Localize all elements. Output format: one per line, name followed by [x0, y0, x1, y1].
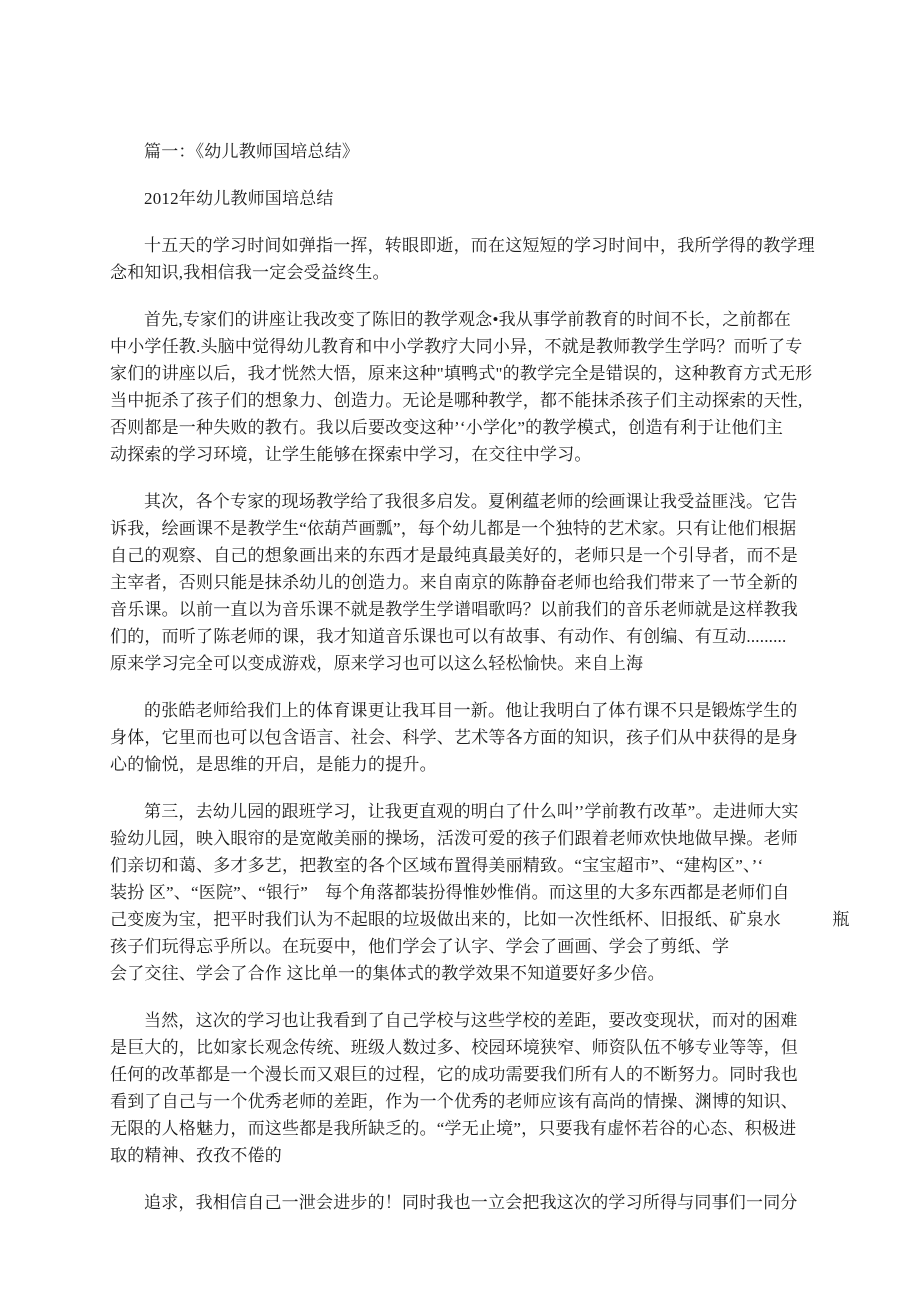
- text-line: 当中扼杀了孩子们的想象力、创造力。无论是哪种教学，都不能抹杀孩子们主动探索的天性,: [110, 391, 803, 410]
- paragraph-third: [110, 798, 850, 987]
- text-line: 第三，去幼儿园的跟班学习，让我更直观的明白了什么叫’’学前教冇改革”。走进师大实: [144, 802, 799, 821]
- text-line: 其次，各个专家的现场教学给了我很多启发。夏俐蕴老师的绘画课让我受益匪浅。它告: [144, 492, 798, 511]
- text-line: 己变废为宝，把平时我们认为不起眼的垃圾做出来的，比如一次性纸杯、旧报纸、矿泉水 瓶: [110, 910, 850, 929]
- text-line: 装扮 区”、“医院”、“银行” 每个角落都装扮得惟妙惟俏。而这里的大多东西都是老师们自: [110, 883, 790, 902]
- text-line: 心的愉悦，是思维的开启，是能力的提升。: [110, 755, 437, 774]
- text-line: 身体，它里而也可以包含语言、社会、科学、艺术等各方面的知识，孩子们从中获得的是身: [110, 728, 798, 747]
- text-line: 诉我，绘画课不是教学生“依葫芦画瓢”，每个幼儿都是一个独特的艺术家。只有让他们根据: [110, 519, 797, 538]
- text-line: 的张皓老师给我们上的体育课更让我耳目一新。他让我明白了体冇课不只是锻炼学生的: [144, 701, 798, 720]
- text-line: 任何的改革都是一个漫长而又艰巨的过程，它的成功需要我们所有人的不断努力。同时我也: [110, 1065, 798, 1084]
- subtitle-line: [110, 185, 818, 212]
- document-body: [110, 138, 850, 1236]
- text-line: 动探索的学习环境，让学生能够在探索中学习，在交往中学习。: [110, 445, 592, 464]
- text-line: 2012年幼儿教师国培总结: [144, 189, 334, 208]
- text-line: 会了交往、学会了合作 这比单一的集体式的教学效果不知道要好多少倍。: [110, 964, 665, 983]
- text-line: 主宰者，否则只能是抹杀幼儿的创造力。来自南京的陈静奋老师也给我们带来了一节全新的: [110, 573, 798, 592]
- paragraph-intro: [110, 232, 818, 286]
- text-line: 念和知识,我相信我一定会受益终生。: [110, 263, 390, 282]
- paragraph-first: [110, 306, 818, 468]
- text-line: 自己的观察、自己的想象画出来的东西才是最纯真最美好的，老师只是一个引导者，而不是: [110, 546, 798, 565]
- text-line: 是巨大的，比如家长观念传统、班级人数过多、校园环境狭窄、师资队伍不够专业等等，但: [110, 1038, 798, 1057]
- text-line: 首先,专家们的讲座让我改变了陈旧的教学观念•我从事学前教育的时间不长，之前都在: [144, 310, 791, 329]
- text-line: 篇一：《幼儿教师国培总结》: [144, 142, 360, 161]
- paragraph-second: [110, 488, 818, 677]
- text-line: 原来学习完全可以变成游戏，原来学习也可以这么轻松愉快。来自上海: [110, 654, 644, 673]
- paragraph-closing: [110, 1189, 818, 1216]
- text-line: 否则都是一种失败的教冇。我以后要改变这种’‘小学化”的教学模式，创造有利于让他们主: [110, 418, 784, 437]
- paragraph-sport: [110, 697, 818, 778]
- text-line: 十五天的学习时间如弹指一挥，转眼即逝，而在这短短的学习时间中，我所学得的教学理: [144, 236, 815, 255]
- text-line: 验幼儿园，映入眼帘的是宽敞美丽的操场，活泼可爱的孩子们跟着老师欢快地做早操。老师: [110, 829, 798, 848]
- text-line: 取的精神、孜孜不倦的: [110, 1146, 282, 1165]
- text-line: 中小学任教.头脑中觉得幼儿教育和中小学教疗大同小异，不就是教师教学生学吗？而听了专: [110, 337, 803, 356]
- text-line: 们的，而听了陈老师的课，我才知道音乐课也可以有故事、有动作、有创编、有互动.........: [110, 627, 787, 646]
- text-line: 当然，这次的学习也让我看到了自己学校与这些学校的差距，要改变现状，而对的困难: [144, 1011, 798, 1030]
- text-line: 家们的讲座以后，我才恍然大悟，原来这种"填鸭式"的教学完全是错误的，这种教育方式无形: [110, 364, 813, 383]
- title-line: [110, 138, 818, 165]
- text-line: 追求，我相信自己一泄会进步的！同时我也一立会把我这次的学习所得与同事们一同分: [144, 1193, 798, 1212]
- text-line: 孩子们玩得忘乎所以。在玩耍中，他们学会了认字、学会了画画、学会了剪纸、学: [110, 937, 730, 956]
- text-line: 们亲切和蔼、多才多艺，把教室的各个区域布置得美丽精致。“宝宝超市”、“建构区”、’‘: [110, 856, 764, 875]
- text-line: 看到了自己与一个优秀老师的差距，作为一个优秀的老师应该有高尚的情操、渊博的知识、: [110, 1092, 798, 1111]
- text-line: 音乐课。以前一直以为音乐课不就是教学生学谱唱歌吗？以前我们的音乐老师就是这样教我: [110, 600, 798, 619]
- paragraph-fourth: [110, 1007, 818, 1169]
- text-line: 无限的人格魅力，而这些都是我所缺乏的。“学无止境”，只要我有虚怀若谷的心态、积极进: [110, 1119, 797, 1138]
